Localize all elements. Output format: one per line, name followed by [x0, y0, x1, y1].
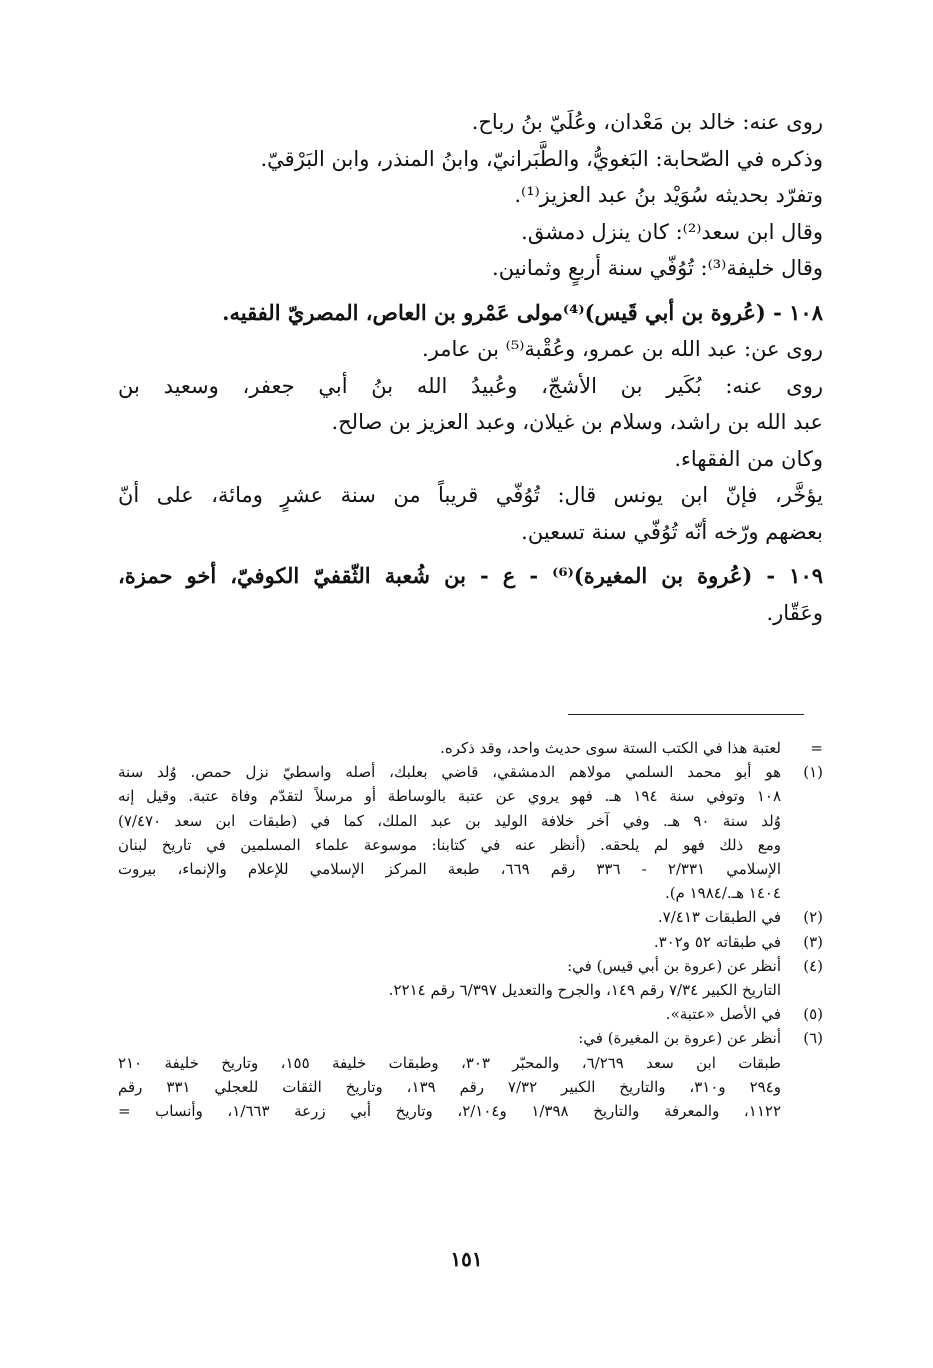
main-line: وقال خليفة⁽³⁾: تُوُفّي سنة أربعٍ وثمانين. [492, 256, 823, 280]
main-line: وعَقّار. [766, 600, 823, 625]
footnote-number: (٥) [803, 1005, 823, 1024]
footnote-line: الإسلامي ٢/٣٣١ - ٣٣٦ رقم ٦٦٩، طبعة المركز الإسلامي للإعلام والإنماء، بيروت [118, 859, 781, 878]
main-line: روى عنه: خالد بن مَعْدان، وعُلَيّ بنُ رباح. [471, 110, 823, 134]
footnote-continuation [118, 736, 823, 760]
footnote-number: (٣) [803, 932, 823, 951]
main-text [118, 104, 823, 631]
main-line: بعضهم ورّخه أنّه تُوُفّي سنة تسعين. [521, 519, 823, 544]
footnote-1 [118, 760, 823, 905]
footnote-2 [118, 905, 823, 929]
footnote-number: (١) [803, 763, 823, 782]
footnote-line: و٢٩٤ و٣١٠، والتاريخ الكبير ٧/٣٢ رقم ١٣٩، وتاريخ الثقات للعجلي ٣٣١ رقم [118, 1077, 781, 1096]
footnote-line: في الأصل «عتبة». [665, 1005, 781, 1024]
footnote-4 [118, 954, 823, 1002]
footnote-line: ١٠٨ وتوفي سنة ١٩٤ هـ. فهو يروي عن عتبة بالوساطة أو مرسلاً لتقدّم وفاة عتبة. وقيل إنه [118, 787, 781, 806]
footnote-number: = [810, 739, 823, 757]
footnote-6 [118, 1026, 823, 1123]
footnote-line: أنظر عن (عروة بن أبي قيس) في: [567, 956, 781, 975]
footnote-line: لعتبة هذا في الكتب الستة سوى حديث واحد، وقد ذكره. [440, 739, 781, 757]
footnote-line: طبقات ابن سعد ٦/٢٦٩، والمحبّر ٣٠٣، وطبقات خليفة ١٥٥، وتاريخ خليفة ٢١٠ [118, 1053, 781, 1072]
footnote-separator [568, 714, 804, 715]
main-line: عبد الله بن راشد، وسلام بن غيلان، وعبد العزيز بن صالح. [331, 410, 823, 434]
footnote-line: هو أبو محمد السلمي مولاهم الدمشقي، قاضي بعلبك، أصله واسطيّ نزل حمص. وُلد سنة [118, 763, 781, 782]
footnote-line: ١٤٠٤ هـ./١٩٨٤ م). [664, 884, 781, 903]
footnotes [118, 736, 823, 1123]
main-line: وقال ابن سعد⁽²⁾: كان ينزل دمشق. [521, 219, 823, 244]
footnote-line: ١١٢٢، والمعرفة والتاريخ ١/٣٩٨ و٢/١٠٤، وتاريخ أبي زرعة ١/٦٦٣، وأنساب = [118, 1101, 781, 1120]
footnote-3 [118, 930, 823, 954]
main-line: وذكره في الصّحابة: البَغويُّ، والطَّبَرانيّ، وابنُ المنذر، وابن البَرْقيّ. [260, 146, 823, 171]
main-line: يؤخَّر، فإنّ ابن يونس قال: تُوُفّي قريباً من سنة عشرٍ ومائة، على أنّ [118, 483, 823, 507]
footnote-line: في الطبقات ٧/٤١٣. [657, 908, 781, 927]
main-line: روى عنه: بُكَير بن الأشجّ، وعُبيدُ الله بنُ أبي جعفر، وسعيد بن [118, 373, 823, 398]
footnote-number: (٢) [803, 908, 823, 927]
footnote-line: وُلد سنة ٩٠ هـ. وفي آخر خلافة الوليد بن عبد الملك، كما في (طبقات ابن سعد ٧/٤٧٠) [118, 811, 781, 830]
footnote-line: في طبقاته ٥٢ و٣٠٢. [653, 932, 781, 951]
footnote-line: ومع ذلك فهو لم يلحقه. (أنظر عنه في كتابنا: موسوعة علماء المسلمين في تاريخ لبنان [118, 835, 781, 854]
main-line: وتفرّد بحديثه سُوَيْد بنُ عبد العزيز⁽¹⁾. [514, 183, 823, 207]
footnote-5 [118, 1002, 823, 1026]
footnote-line: التاريخ الكبير ٧/٣٤ رقم ١٤٩، والجرح والتعديل ٦/٣٩٧ رقم ٢٢١٤. [388, 980, 781, 999]
main-line: وكان من الفقهاء. [674, 446, 823, 471]
entry-heading: ١٠٨ - (عُروة بن أبي قَيس)⁽⁴⁾مولى عَمْرو بن العاص، المصريّ الفقيه. [222, 299, 823, 325]
main-line: روى عن: عبد الله بن عمرو، وعُقْبة⁽⁵⁾ بن عامر. [422, 337, 823, 361]
footnote-line: أنظر عن (عروة بن المغيرة) في: [578, 1029, 781, 1048]
entry-heading: ١٠٩ - (عُروة بن المغيرة)⁽⁶⁾ - ع - بن شُعبة الثّقفيّ الكوفيّ، أخو حمزة، [118, 563, 823, 588]
page-number: ١٥١ [450, 1247, 483, 1271]
footnote-number: (٤) [803, 956, 823, 975]
footnote-number: (٦) [803, 1029, 823, 1048]
